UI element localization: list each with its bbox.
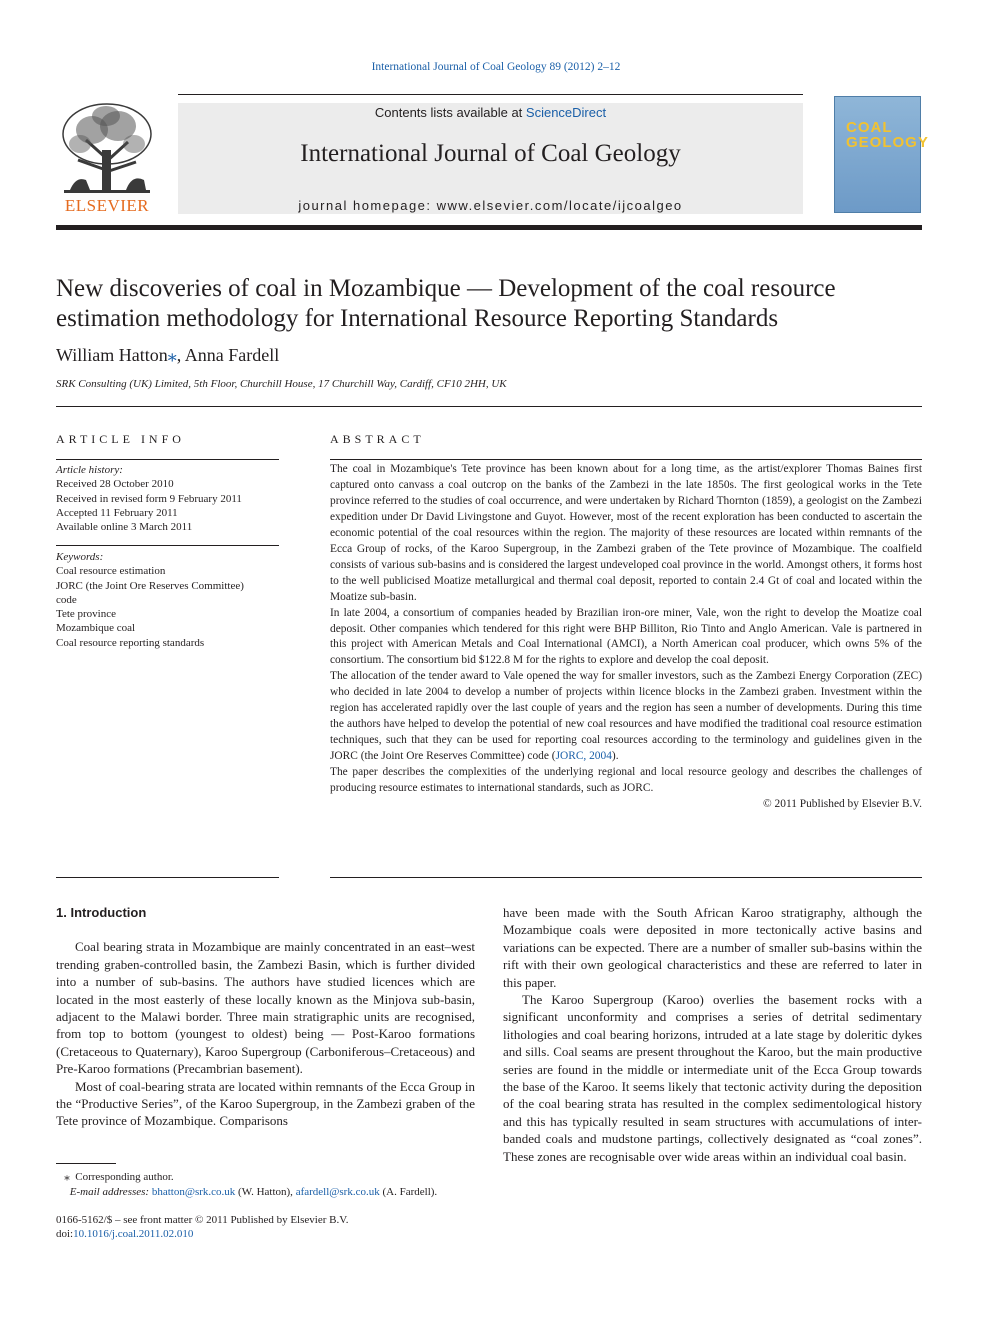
front-matter [56, 1213, 486, 1241]
history-item: Received 28 October 2010 [56, 478, 174, 491]
journal-cover-thumbnail[interactable] [834, 96, 929, 213]
email-owner: (W. Hatton), [238, 1186, 293, 1198]
abstract-paragraph [330, 669, 922, 765]
abstract-heading: ABSTRACT [330, 432, 425, 446]
running-head[interactable]: International Journal of Coal Geology 89 (2012) 2–12 [371, 61, 621, 73]
abstract-paragraph: The coal in Mozambique's Tete province has been known about for a long time, as the artist/explorer Thomas Baines first captured onto canvass a coal outcrop on the banks of the Zambezi in the late 1850s. The first geological works in the Tete province referred to the studies of coal occurrence, and were undertaken by Richard Thornton (1859), a geologist on the Zambezi expedition under Dr David Livingstone and Guyot. However, most of the recent exploration has been conducted to ascertain the economic potential of the coal resources within the region. The majority of these resources are located within remnants of the Ecca Group of rocks, of the Karoo Supergroup, in the Zambezi graben of the Tete province of Mozambique. The coalfield consists of various sub-basins and is considered the largest undeveloped coal province in the world. Amongst others, it forms host to the well publicised Moatize metallurgical and thermal coal deposit, reported to contain 2.4 Gt of coal and located within the Moatize sub-basin. [330, 463, 922, 603]
keyword: Mozambique coal [56, 622, 136, 635]
keyword: JORC (the Joint Ore Reserves Committee) [56, 579, 244, 592]
corresponding-author-mark[interactable]: ⁎ [167, 345, 177, 365]
corresponding-text: Corresponding author. [75, 1171, 174, 1183]
body-right-column [503, 904, 922, 1165]
jorc-citation-link[interactable]: JORC, 2004 [555, 750, 612, 763]
cover-title [846, 119, 929, 151]
publisher-logo-text: ELSEVIER [64, 196, 150, 215]
footnote [56, 1170, 486, 1200]
issn-line: 0166-5162/$ – see front matter © 2011 Published by Elsevier B.V. [56, 1214, 349, 1226]
copyright-line: © 2011 Published by Elsevier B.V. [763, 798, 922, 811]
title-divider [56, 406, 922, 407]
section-title: 1. Introduction [56, 905, 147, 920]
paper-title-line1: New discoveries of coal in Mozambique — Development of the coal resource [56, 275, 836, 302]
contents-prefix: Contents lists available at [374, 105, 526, 120]
author-name: William Hatton [56, 345, 168, 365]
doi-line [56, 1227, 486, 1241]
history-item: Received in revised form 9 February 2011 [56, 492, 242, 505]
affiliation: SRK Consulting (UK) Limited, 5th Floor, Churchill House, 17 Churchill Way, Cardiff, CF10 2HH, UK [56, 378, 507, 390]
author-list [56, 345, 279, 366]
doi-link[interactable]: 10.1016/j.coal.2011.02.010 [73, 1228, 194, 1240]
masthead-bottom-rule [56, 225, 922, 230]
journal-title: International Journal of Coal Geology [300, 140, 681, 167]
history-label: Article history: [56, 464, 123, 476]
sciencedirect-link[interactable]: ScienceDirect [525, 105, 607, 120]
author-name: Anna Fardell [184, 345, 280, 365]
body-paragraph: The Karoo Supergroup (Karoo) overlies the basement rocks with a significant unconformity and comprises a series of detrital sedimentary lithologies and coal bearing horizons, intruded at a late stage by doleritic dykes and sills. Coal seams are present throughout the Karoo, but the main productive series are found in the middle or intermediate unit of the Ecca Group towards the base of the Karoo. It seems likely that tectonic activity during the deposition of the coal bearing strata has resulted in the complex sedimentological history and this has typically resulted in seam structures with accumulations of inter-banded coals and mudstone partings, collectively designated as “coal zones”. These zones are recognisable over wide areas within an individual coal basin. [503, 992, 922, 1164]
history-item: Accepted 11 February 2011 [56, 506, 178, 519]
contents-line [178, 105, 803, 120]
email-owner: (A. Fardell). [382, 1186, 438, 1198]
body-left-column [56, 904, 475, 1130]
history-item: Available online 3 March 2011 [56, 521, 193, 534]
abstract-text: ). [611, 750, 619, 763]
body-paragraph: Coal bearing strata in Mozambique are mainly concentrated in an east–west trending graben-controlled basin, the Zambezi Basin, which is further divided into a number of sub-basins. The authors have studied licences which are located in the most easterly of these locally known as the Minjova sub-basin, adjacent to the Malawi border. Three main stratigraphic units are recognised, from top to bottom (youngest to oldest) being — Post-Karoo formations (Cretaceous to Quaternary), Karoo Supergroup (Carboniferous–Cretaceous) and Pre-Karoo formations (Precambrian basement). [56, 939, 475, 1077]
keywords [56, 550, 279, 650]
footnote-rule [56, 1163, 116, 1164]
keyword: Tete province [56, 608, 117, 621]
corresponding-mark: ⁎ [64, 1171, 70, 1183]
keyword: Coal resource reporting standards [56, 636, 205, 649]
abstract-body [330, 462, 922, 813]
article-info-bottom-rule [56, 877, 279, 878]
article-info-heading: ARTICLE INFO [56, 432, 185, 446]
abstract-text: The allocation of the tender award to Vale opened the way for smaller investors, such as the Zambezi Energy Corporation (ZEC) who decided in late 2004 to develop a number of projects within licence blocks in the Zambezi graben. Investment within the region has accelerated rapidly over the last couple of years and the region has seen a number of developments. During this time the authors have helped to develop the potential of new coal resources and have modified the traditional coal resource estimation techniques, such that they can be used for reporting coal resources according to the terminology and guidelines given in the JORC (the Joint Ore Reserves Committee) code ( [330, 670, 922, 763]
keyword: Coal resource estimation [56, 565, 166, 578]
cover-title-line1: COAL [846, 119, 893, 136]
paper-title-line2: estimation methodology for International Resource Reporting Standards [56, 305, 779, 332]
keywords-label: Keywords: [56, 551, 104, 563]
keywords-rule [56, 545, 279, 546]
email-footnote [56, 1185, 486, 1200]
body-paragraph: have been made with the South African Karoo stratigraphy, although the Mozambique coals were deposited in more tectonically active basins and variations can be expected. There are a number of smaller sub-basins within the rift with their own geological characteristics and these are referred to later in this paper. [503, 905, 922, 990]
corresponding-footnote [56, 1170, 486, 1185]
masthead-top-rule [178, 94, 803, 95]
email-link[interactable]: bhatton@srk.co.uk [151, 1186, 236, 1198]
abstract-paragraph: The paper describes the complexities of the underlying regional and local resource geology and describes the challenges of producing resource estimates to international standards, such as JORC. [330, 766, 922, 795]
article-info-rule [56, 459, 279, 460]
keyword: code [56, 593, 77, 606]
doi-label: doi: [56, 1228, 74, 1240]
paper-title [56, 274, 936, 334]
abstract-bottom-rule [330, 877, 922, 878]
abstract-paragraph: In late 2004, a consortium of companies headed by Brazilian iron-ore miner, Vale, won the right to develop the Moatize coal deposit. Other companies which tendered for this right were BHP Billiton, Rio Tinto and Anglo American. Vale is partnered in this project with American Metals and Coal International (AMCI), a North American coal producer, which owns 5% of the consortium. The consortium bid $122.8 M for the rights to explore and develop the coal deposit. [330, 606, 922, 667]
journal-homepage[interactable]: journal homepage: www.elsevier.com/locate/ijcoalgeo [298, 198, 683, 213]
email-label: E-mail addresses: [69, 1186, 150, 1198]
body-paragraph: Most of coal-bearing strata are located within remnants of the Ecca Group in the “Productive Series”, of the Karoo Supergroup, in the Zambezi graben of the Tete province of Mozambique. Comparisons [56, 1078, 475, 1129]
cover-title-line2: GEOLOGY [846, 134, 929, 151]
email-link[interactable]: afardell@srk.co.uk [295, 1186, 380, 1198]
author-separator: , [176, 345, 185, 365]
abstract-rule [330, 459, 922, 460]
article-history [56, 463, 279, 534]
